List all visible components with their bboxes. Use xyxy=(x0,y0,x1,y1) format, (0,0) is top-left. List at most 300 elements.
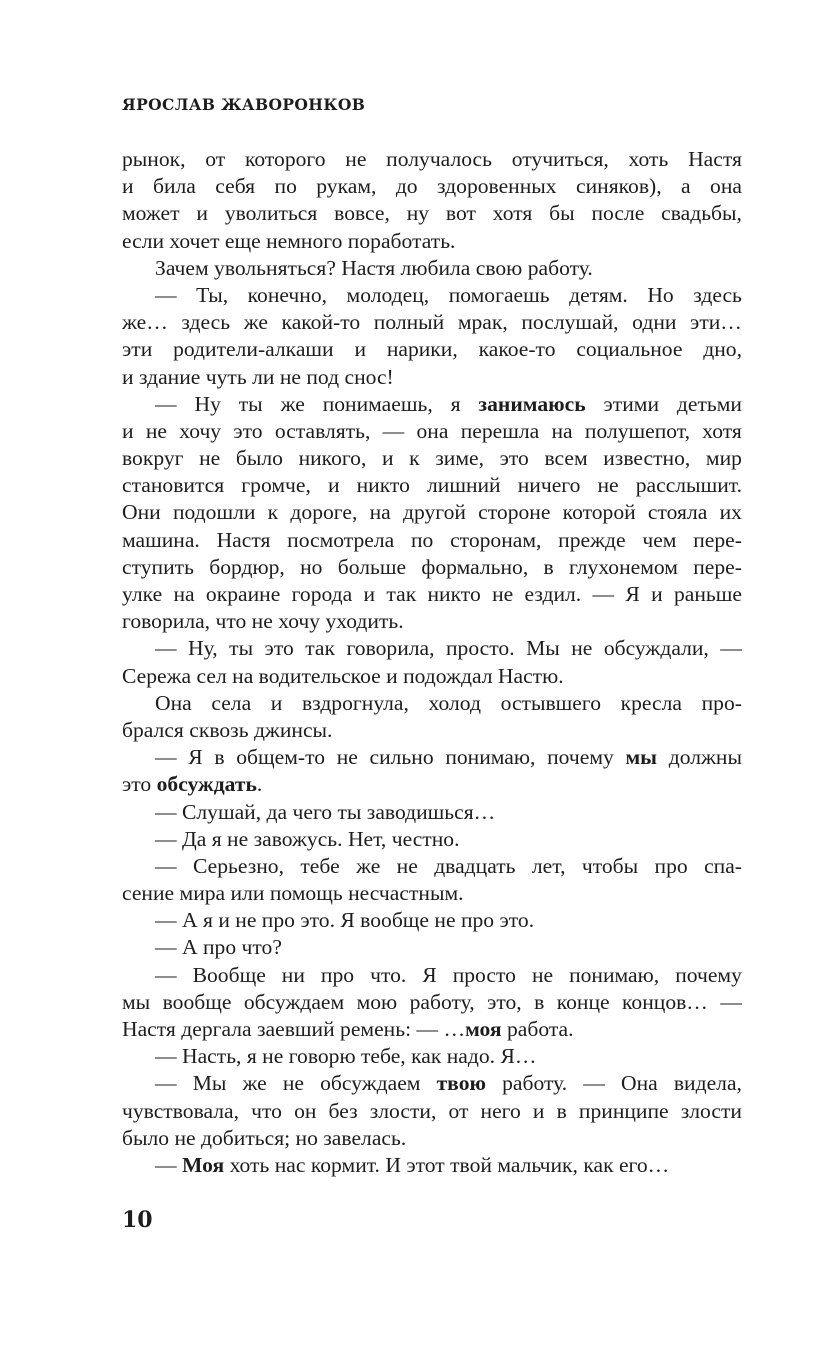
plain-text: без xyxy=(328,1098,358,1123)
plain-text: какой-то xyxy=(281,310,361,335)
plain-text: говорила, xyxy=(346,636,435,661)
word xyxy=(417,418,449,445)
plain-text: эти xyxy=(122,337,153,362)
plain-text: тебе xyxy=(300,853,340,878)
word xyxy=(674,1070,742,1097)
plain-text: в xyxy=(534,989,545,1014)
word xyxy=(681,173,691,200)
word xyxy=(437,173,557,200)
word xyxy=(334,200,390,227)
word xyxy=(579,1098,669,1125)
text-line xyxy=(122,853,742,880)
plain-text: она xyxy=(710,174,742,199)
word xyxy=(396,173,418,200)
word xyxy=(122,1098,239,1125)
text-line xyxy=(122,962,742,989)
plain-text: социальное xyxy=(576,337,683,362)
text-line xyxy=(122,228,742,255)
text-line xyxy=(122,391,742,418)
plain-text: сильно xyxy=(369,745,434,770)
word xyxy=(625,744,657,771)
plain-text: мрак, xyxy=(457,310,508,335)
plain-text: свадьбы, xyxy=(661,201,742,226)
word xyxy=(155,744,177,771)
plain-text: рынок, xyxy=(122,147,186,171)
plain-text: пере- xyxy=(693,554,742,579)
plain-text: — xyxy=(720,989,742,1014)
plain-text: раньше xyxy=(673,582,742,606)
plain-text: расслышит. xyxy=(635,473,742,498)
word xyxy=(446,635,515,662)
word xyxy=(481,1098,521,1125)
word xyxy=(632,309,676,336)
plain-text: двадцать xyxy=(434,853,516,878)
word xyxy=(492,581,513,608)
plain-text: про- xyxy=(701,690,742,715)
text-line xyxy=(122,499,742,526)
plain-text: вокруг xyxy=(122,446,184,471)
text-line xyxy=(122,690,742,717)
text-line xyxy=(122,173,742,200)
plain-text: — xyxy=(720,636,742,661)
word xyxy=(598,472,619,499)
plain-text: — А про что? xyxy=(155,935,282,960)
plain-text: и xyxy=(196,201,208,226)
word xyxy=(122,527,200,554)
word xyxy=(346,635,434,662)
plain-text: другой xyxy=(402,500,466,525)
plain-text: остывшего xyxy=(500,690,601,715)
word xyxy=(448,1098,468,1125)
plain-text: всем xyxy=(544,446,588,471)
plain-text: хочу xyxy=(179,418,222,443)
plain-text: же xyxy=(356,853,381,878)
text-line xyxy=(122,717,742,744)
word xyxy=(196,282,228,309)
word xyxy=(702,690,742,717)
word xyxy=(215,173,255,200)
plain-text: — xyxy=(155,282,177,307)
word xyxy=(410,989,475,1016)
word xyxy=(155,391,177,418)
word xyxy=(427,581,480,608)
word xyxy=(675,962,742,989)
plain-text: по xyxy=(411,527,434,552)
word xyxy=(321,962,354,989)
plain-text: отучиться, xyxy=(511,147,609,171)
word xyxy=(593,581,615,608)
word xyxy=(122,989,150,1016)
word xyxy=(621,690,682,717)
word xyxy=(305,635,335,662)
word xyxy=(214,744,224,771)
word xyxy=(583,1070,605,1097)
word xyxy=(403,499,466,526)
word xyxy=(681,1098,742,1125)
word xyxy=(720,989,742,1016)
plain-text: не xyxy=(492,582,514,606)
plain-text: не xyxy=(396,853,418,878)
text-line xyxy=(122,336,742,363)
text-line xyxy=(122,1125,742,1152)
word xyxy=(557,1098,567,1125)
plain-text: Ты, xyxy=(196,282,229,307)
text-line xyxy=(122,663,742,690)
plain-text: хоть нас кормит. И этот твой мальчик, как его… xyxy=(224,1152,670,1177)
emphasis-text: Моя xyxy=(182,1152,225,1177)
plain-text: ты xyxy=(238,391,263,416)
word xyxy=(702,418,742,445)
plain-text: — А я и не про это. Я вообще не про это. xyxy=(155,908,535,933)
word xyxy=(320,1070,420,1097)
plain-text: города xyxy=(291,582,353,606)
plain-text: почему xyxy=(547,745,614,770)
plain-text: Она xyxy=(621,1071,658,1096)
word xyxy=(534,989,544,1016)
plain-text: ты xyxy=(229,636,254,661)
plain-text: себя xyxy=(215,174,256,199)
text-line xyxy=(122,1152,742,1179)
plain-text: в xyxy=(543,554,554,579)
word xyxy=(281,391,305,418)
plain-text: Ну xyxy=(194,391,221,416)
word xyxy=(268,499,279,526)
word xyxy=(236,445,283,472)
word xyxy=(576,336,682,363)
plain-text: хотя xyxy=(492,201,533,226)
word xyxy=(299,445,367,472)
word xyxy=(248,282,327,309)
text-line xyxy=(122,364,742,391)
text-line xyxy=(122,1098,742,1125)
plain-text: не xyxy=(571,636,593,661)
word xyxy=(236,744,325,771)
word xyxy=(411,527,433,554)
plain-text: спа- xyxy=(704,853,742,878)
plain-text: — Да я не завожусь. Нет, честно. xyxy=(155,826,460,851)
word xyxy=(647,282,673,309)
word xyxy=(245,146,326,173)
plain-text: полушепот, xyxy=(584,418,691,443)
word xyxy=(193,962,266,989)
word xyxy=(493,200,533,227)
plain-text: прежде xyxy=(558,527,626,552)
word xyxy=(706,445,742,472)
plain-text: — Слушай, да чего ты заводишься… xyxy=(155,799,496,824)
emphasis-text: обсуждать xyxy=(156,772,257,797)
text-line xyxy=(122,907,742,934)
plain-text: и xyxy=(382,446,394,471)
plain-text: просто. xyxy=(445,636,515,661)
plain-text: зиме, xyxy=(435,446,485,471)
word xyxy=(287,527,394,554)
plain-text: же xyxy=(243,310,268,335)
word xyxy=(329,1098,358,1125)
plain-text: не xyxy=(531,962,554,987)
plain-text: здоровенных xyxy=(437,174,557,199)
plain-text: бордюр, xyxy=(209,554,285,579)
word xyxy=(328,472,340,499)
plain-text: работа. xyxy=(501,1017,574,1041)
plain-text: Но xyxy=(647,282,674,307)
plain-text: работу. xyxy=(502,1071,568,1096)
plain-text: понимаю, xyxy=(569,962,660,987)
word xyxy=(720,499,742,526)
word xyxy=(209,554,285,581)
word xyxy=(383,418,405,445)
body-text xyxy=(122,146,742,1179)
word xyxy=(382,445,394,472)
plain-text: на xyxy=(551,418,573,443)
plain-text: здесь xyxy=(181,310,231,335)
word xyxy=(292,581,353,608)
plain-text: от xyxy=(448,1098,469,1123)
word xyxy=(364,581,376,608)
plain-text: не xyxy=(199,446,221,471)
word xyxy=(487,989,522,1016)
plain-text: брался сквозь джинсы. xyxy=(122,717,333,742)
plain-text: Я xyxy=(422,962,437,987)
word xyxy=(532,962,553,989)
plain-text: лишний xyxy=(426,473,501,498)
plain-text: это xyxy=(264,636,294,661)
word xyxy=(451,391,461,418)
word xyxy=(478,499,550,526)
word xyxy=(458,309,508,336)
word xyxy=(674,581,742,608)
word xyxy=(122,309,168,336)
word xyxy=(323,391,433,418)
plain-text: — xyxy=(155,391,177,416)
word xyxy=(188,635,218,662)
word xyxy=(502,1070,567,1097)
word xyxy=(409,445,420,472)
word xyxy=(397,853,418,880)
plain-text: которой xyxy=(562,500,636,525)
plain-text: чем xyxy=(642,527,677,552)
word xyxy=(604,391,659,418)
plain-text: дно, xyxy=(703,337,742,362)
word xyxy=(547,744,614,771)
plain-text: синяков), xyxy=(576,174,662,199)
plain-text: видела, xyxy=(673,1071,742,1096)
plain-text: этими xyxy=(603,391,659,416)
plain-text: Мы xyxy=(192,1071,227,1096)
word xyxy=(229,635,253,662)
plain-text: села xyxy=(211,690,252,715)
text-line xyxy=(122,200,742,227)
word xyxy=(427,472,501,499)
plain-text: рукам, xyxy=(316,174,377,199)
word xyxy=(449,282,550,309)
word xyxy=(435,445,484,472)
word xyxy=(374,309,444,336)
word xyxy=(193,1070,227,1097)
word xyxy=(370,744,434,771)
plain-text: их xyxy=(719,500,742,525)
plain-text: злости, xyxy=(369,1098,437,1123)
plain-text: и xyxy=(354,337,366,362)
plain-text: кресла xyxy=(620,690,682,715)
plain-text: родители-алкаши xyxy=(173,337,334,362)
word xyxy=(557,989,610,1016)
word xyxy=(446,200,476,227)
word xyxy=(199,445,220,472)
word xyxy=(300,554,322,581)
plain-text: не xyxy=(282,1071,305,1096)
plain-text: хотя xyxy=(702,418,742,443)
page-number: 10 xyxy=(122,1207,153,1233)
word xyxy=(155,853,177,880)
word xyxy=(551,418,572,445)
word xyxy=(122,554,194,581)
word xyxy=(576,173,662,200)
word xyxy=(217,527,271,554)
text-line xyxy=(122,418,742,445)
word xyxy=(233,418,262,445)
word xyxy=(337,744,358,771)
word xyxy=(603,445,690,472)
plain-text: и xyxy=(363,582,376,606)
plain-text: я xyxy=(450,391,461,416)
plain-text: Настя xyxy=(688,147,742,171)
word xyxy=(122,445,184,472)
plain-text: после xyxy=(591,201,645,226)
plain-text: — xyxy=(155,636,177,661)
plain-text: — xyxy=(583,1071,605,1096)
plain-text: злости xyxy=(680,1098,742,1123)
word xyxy=(629,146,669,173)
word xyxy=(569,962,659,989)
plain-text: к xyxy=(409,446,420,471)
word xyxy=(181,309,230,336)
word xyxy=(569,282,628,309)
word xyxy=(642,527,676,554)
text-line xyxy=(122,146,742,173)
plain-text: Ну, xyxy=(188,636,218,661)
plain-text: и здание чуть ли не под снос! xyxy=(122,364,394,389)
word xyxy=(316,173,376,200)
plain-text: детям. xyxy=(569,282,628,307)
word xyxy=(387,336,458,363)
word xyxy=(239,391,263,418)
plain-text: так xyxy=(305,636,335,661)
plain-text: должны xyxy=(668,745,742,770)
word xyxy=(386,146,492,173)
word xyxy=(710,173,742,200)
plain-text: что. xyxy=(370,962,407,987)
plain-text: не xyxy=(336,745,358,770)
plain-text: к xyxy=(267,500,279,525)
word xyxy=(478,391,585,418)
word xyxy=(693,527,742,554)
word xyxy=(421,554,528,581)
plain-text: и xyxy=(532,1098,545,1123)
text-line xyxy=(122,744,742,771)
word xyxy=(690,309,742,336)
word xyxy=(544,445,587,472)
plain-text: общем-то xyxy=(236,745,326,770)
word xyxy=(386,581,416,608)
plain-text: а xyxy=(681,174,691,199)
text-line xyxy=(122,608,742,635)
word xyxy=(677,391,742,418)
word xyxy=(271,690,283,717)
text-line xyxy=(122,1043,742,1070)
word xyxy=(146,418,167,445)
word xyxy=(544,554,554,581)
plain-text: — xyxy=(155,1152,182,1177)
plain-text: же xyxy=(242,1071,267,1096)
plain-text: формально, xyxy=(421,554,529,579)
word xyxy=(688,146,742,173)
plain-text: лет, xyxy=(531,853,566,878)
word xyxy=(526,635,560,662)
plain-text: про xyxy=(654,853,688,878)
plain-text: ездил. xyxy=(524,582,582,606)
word xyxy=(357,989,398,1016)
text-line xyxy=(122,445,742,472)
text-line xyxy=(122,282,742,309)
text-line xyxy=(122,880,742,907)
plain-text: пере- xyxy=(693,527,742,552)
word xyxy=(196,200,208,227)
plain-text: принципе xyxy=(578,1098,669,1123)
plain-text: сторонам, xyxy=(450,527,542,552)
plain-text: было xyxy=(235,446,283,471)
plain-text: обсуждали, xyxy=(603,636,709,661)
word xyxy=(122,499,161,526)
plain-text: обсуждаем xyxy=(320,1071,421,1096)
word xyxy=(648,499,707,526)
word xyxy=(357,472,410,499)
word xyxy=(205,146,225,173)
text-line xyxy=(122,472,742,499)
word xyxy=(621,1070,658,1097)
word xyxy=(354,336,366,363)
word xyxy=(622,989,708,1016)
word xyxy=(155,635,177,662)
plain-text: ну xyxy=(406,201,430,226)
plain-text: — xyxy=(155,1071,177,1096)
word xyxy=(283,1070,304,1097)
word xyxy=(669,744,742,771)
plain-text: что xyxy=(251,1098,282,1123)
word xyxy=(370,499,391,526)
plain-text: становится xyxy=(122,473,225,498)
word xyxy=(518,472,581,499)
word xyxy=(661,200,742,227)
word xyxy=(582,853,638,880)
word xyxy=(290,499,357,526)
plain-text: же… xyxy=(122,310,168,335)
plain-text: получалось xyxy=(386,147,492,171)
plain-text: помогаешь xyxy=(448,282,550,307)
word xyxy=(571,635,592,662)
word xyxy=(122,173,134,200)
word xyxy=(251,1098,282,1125)
plain-text: на xyxy=(369,500,391,525)
word xyxy=(294,1098,316,1125)
plain-text: больше xyxy=(337,554,407,579)
plain-text: вот xyxy=(445,201,476,226)
plain-text: про xyxy=(320,962,355,987)
plain-text: Сережа сел на водительское и подождал Настю. xyxy=(122,663,564,688)
word xyxy=(585,418,690,445)
word xyxy=(275,173,297,200)
text-line xyxy=(122,989,742,1016)
plain-text: ступить xyxy=(122,554,194,579)
